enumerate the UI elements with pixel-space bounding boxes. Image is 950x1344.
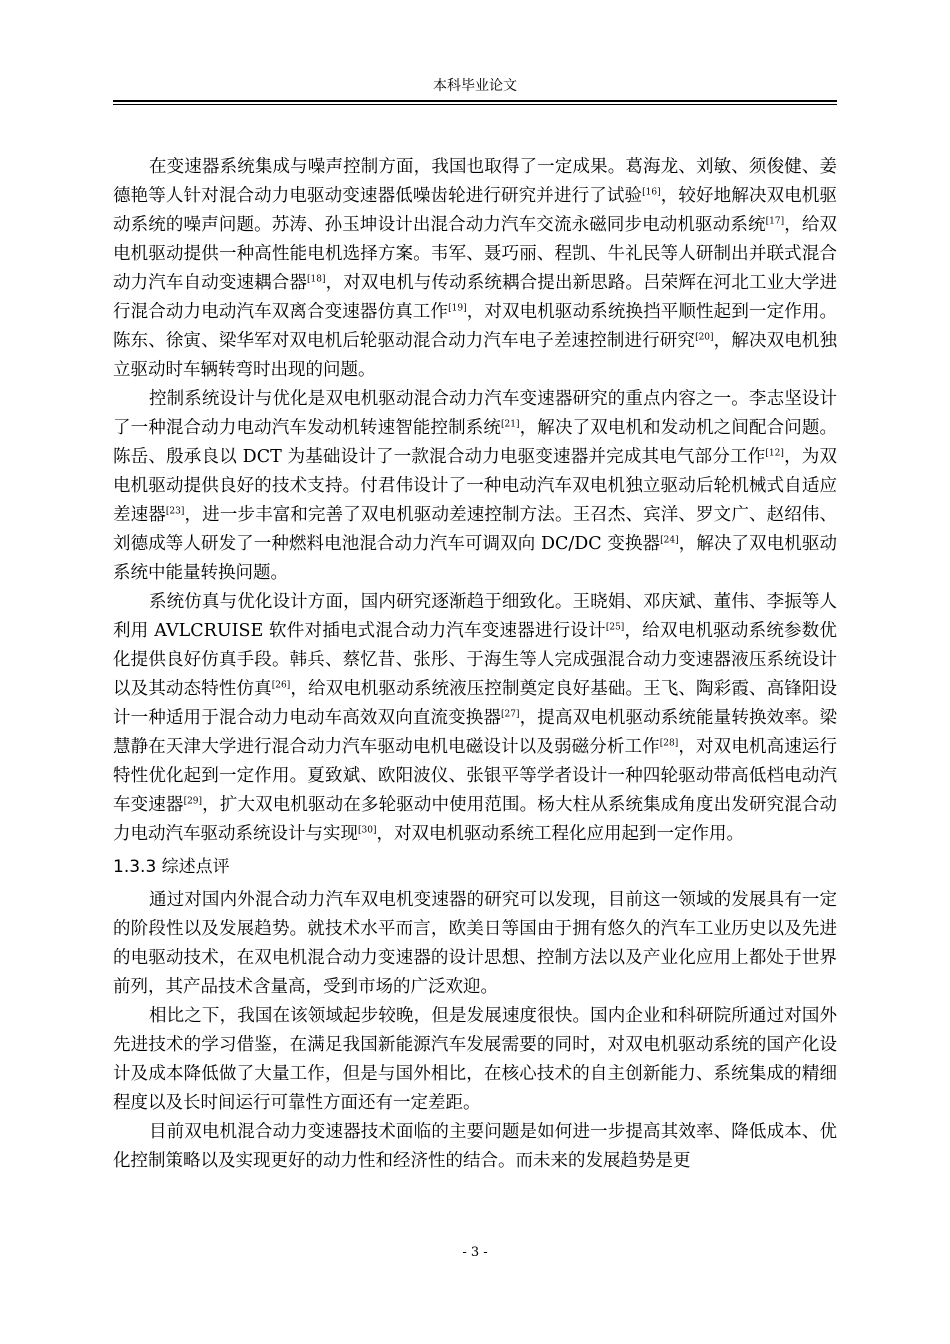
citation-ref: [16] xyxy=(642,187,661,198)
paragraph-text: ，给双电机驱动提供一种高性能电机选择方案。韦军、聂巧丽、程凯、牛礼民等人研制出并联式混合动力汽车自动变速耦合器 xyxy=(113,215,838,293)
review-paragraph: 目前双电机混合动力变速器技术面临的主要问题是如何进一步提高其效率、降低成本、优化控制策略以及实现更好的动力性和经济性的结合。而未来的发展趋势是更 xyxy=(113,1122,837,1171)
citation-ref: [28] xyxy=(659,738,679,749)
paragraph-text: ，给双电机驱动系统参数优化提供良好仿真手段。韩兵、蔡忆昔、张彤、于海生等人完成强混合动力变速器液压系统设计以及其动态特性仿真 xyxy=(113,621,838,699)
paragraph-text: ，较好地解决双电机驱动系统的噪声问题。苏涛、孙玉坤设计出混合动力汽车交流永磁同步电动机驱动系统 xyxy=(113,186,838,235)
paragraph-text: ，给双电机驱动系统液压控制奠定良好基础。王飞、陶彩霞、高锋阳设计一种适用于混合动力电动车高效双向直流变换器 xyxy=(113,679,838,728)
paragraph xyxy=(113,588,837,849)
paragraph-text: 控制系统设计与优化是双电机驱动混合动力汽车变速器研究的重点内容之一。李志坚设计了一种混合动力电动汽车发动机转速智能控制系统 xyxy=(113,389,837,438)
paragraph xyxy=(113,153,837,385)
citation-ref: [19] xyxy=(448,303,467,314)
paragraph-text: ，解决了双电机驱动系统中能量转换问题。 xyxy=(113,534,837,583)
citation-ref: [23] xyxy=(165,506,185,517)
paragraph-text: 系统仿真与优化设计方面，国内研究逐渐趋于细致化。王晓娟、邓庆斌、董伟、李振等人利用 AVLCRUISE 软件对插电式混合动力汽车变速器进行设计 xyxy=(113,592,837,641)
literature-paragraphs xyxy=(113,153,837,849)
paragraph-text: ，对双电机与传动系统耦合提出新思路。吕荣辉在河北工业大学进行混合动力电动汽车双离合变速器仿真工作 xyxy=(113,273,838,322)
citation-ref: [21] xyxy=(501,419,520,430)
review-paragraphs xyxy=(113,886,837,1176)
citation-ref: [29] xyxy=(183,796,203,807)
paragraph-text: ，对双电机驱动系统换挡平顺性起到一定作用。陈东、徐寅、梁华军对双电机后轮驱动混合动力汽车电子差速控制进行研究 xyxy=(113,302,838,351)
page-number: - 3 - xyxy=(462,1245,488,1260)
body-text xyxy=(113,153,837,1176)
header-rule xyxy=(113,100,837,102)
citation-ref: [17] xyxy=(765,216,785,227)
header-rule-thin xyxy=(113,104,837,105)
paragraph-text: ，为双电机驱动提供良好的技术支持。付君伟设计了一种电动汽车双电机独立驱动后轮机械式自适应差速器 xyxy=(113,447,838,525)
review-paragraph: 通过对国内外混合动力汽车双电机变速器的研究可以发现，目前这一领域的发展具有一定的阶段性以及发展趋势。就技术水平而言，欧美日等国由于拥有悠久的汽车工业历史以及先进的电驱动技术，在双电机混合动力变速器的设计思想、控制方法以及产业化应用上都处于世界前列，其产品技术含量高，受到市场的广泛欢迎。 xyxy=(113,890,837,997)
citation-ref: [25] xyxy=(605,622,625,633)
citation-ref: [20] xyxy=(695,332,714,343)
paragraph xyxy=(113,385,837,588)
page-header-title: 本科毕业论文 xyxy=(433,78,517,94)
citation-ref: [24] xyxy=(660,535,679,546)
paragraph-text: ，扩大双电机驱动在多轮驱动中使用范围。杨大柱从系统集成角度出发研究混合动力电动汽车驱动系统设计与实现 xyxy=(113,795,838,844)
paragraph-text: ，对双电机高速运行特性优化起到一定作用。夏致斌、欧阳波仪、张银平等学者设计一种四轮驱动带高低档电动汽车变速器 xyxy=(113,737,838,815)
paragraph-text: ，进一步丰富和完善了双电机驱动差速控制方法。王召杰、宾洋、罗文广、赵绍伟、刘德成等人研发了一种燃料电池混合动力汽车可调双向 DC/DC 变换器 xyxy=(113,505,838,554)
citation-ref: [26] xyxy=(271,680,291,691)
citation-ref: [30] xyxy=(358,825,377,836)
paragraph-text: ，提高双电机驱动系统能量转换效率。梁慧静在天津大学进行混合动力汽车驱动电机电磁设计以及弱磁分析工作 xyxy=(113,708,838,757)
review-paragraph: 相比之下，我国在该领域起步较晚，但是发展速度很快。国内企业和科研院所通过对国外先进技术的学习借鉴，在满足我国新能源汽车发展需要的同时，对双电机驱动系统的国产化设计及成本降低做了大量工作，但是与国外相比，在核心技术的自主创新能力、系统集成的精细程度以及长时间运行可靠性方面还有一定差距。 xyxy=(113,1006,837,1113)
citation-ref: [27] xyxy=(501,709,520,720)
citation-ref: [18] xyxy=(307,274,326,285)
section-heading: 1.3.3 综述点评 xyxy=(113,857,230,877)
paragraph-text: 在变速器系统集成与噪声控制方面，我国也取得了一定成果。葛海龙、刘敏、须俊健、姜德艳等人针对混合动力电驱动变速器低噪齿轮进行研究并进行了试验 xyxy=(113,157,837,206)
paragraph-text: ，对双电机驱动系统工程化应用起到一定作用。 xyxy=(376,824,744,844)
paragraph-text: ，解决了双电机和发动机之间配合问题。陈岳、殷承良以 DCT 为基础设计了一款混合动力电驱变速器并完成其电气部分工作 xyxy=(113,418,838,467)
paragraph-text: ，解决双电机独立驱动时车辆转弯时出现的问题。 xyxy=(113,331,838,380)
citation-ref: [12] xyxy=(765,448,784,459)
